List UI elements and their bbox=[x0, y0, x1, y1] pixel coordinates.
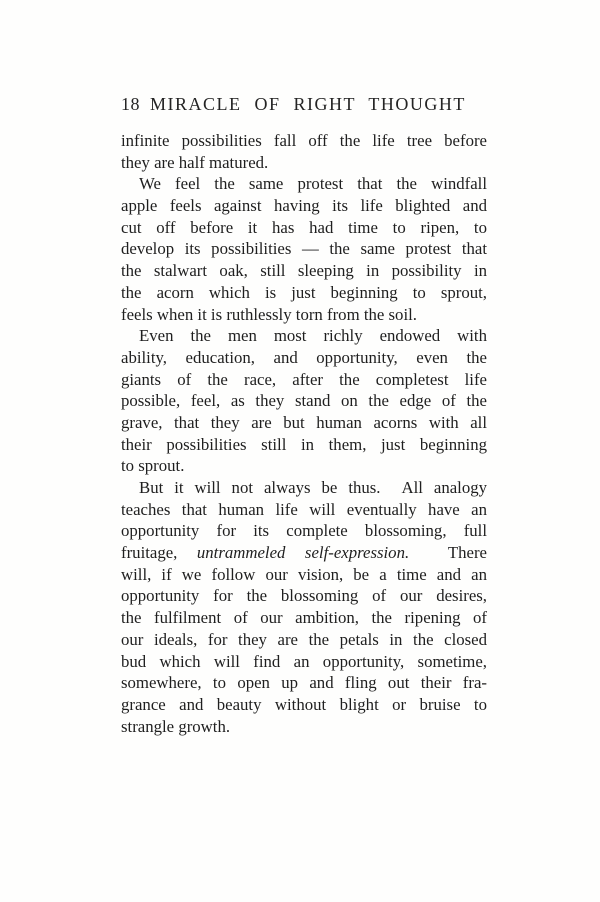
text-line bbox=[121, 260, 487, 282]
page-number: 18 bbox=[121, 94, 140, 114]
text-segment: But it will not always be thus. All analogy bbox=[139, 478, 487, 497]
text-segment: opportunity for its complete blossoming, full bbox=[121, 521, 487, 541]
text-line bbox=[121, 694, 487, 716]
text-segment: the stalwart oak, still sleeping in possibility in bbox=[121, 261, 487, 281]
text-segment: ability, education, and opportunity, even the bbox=[121, 347, 487, 367]
text-segment: fruitage, bbox=[121, 543, 197, 563]
text-line bbox=[121, 282, 487, 304]
text-segment: bud which will find an opportunity, sometime, bbox=[121, 651, 487, 671]
text-line bbox=[121, 434, 487, 456]
italic-phrase: untrammeled self-expression. bbox=[196, 543, 410, 563]
text-line bbox=[121, 152, 487, 174]
text-line bbox=[121, 499, 487, 521]
text-segment: giants of the race, after the completest life bbox=[121, 369, 487, 389]
text-line bbox=[121, 369, 487, 391]
text-line bbox=[121, 238, 487, 260]
text-line bbox=[121, 195, 487, 217]
text-line bbox=[121, 304, 487, 326]
text-line bbox=[121, 520, 487, 542]
text-line bbox=[121, 607, 487, 629]
text-line bbox=[121, 585, 487, 607]
text-segment: develop its possibilities — the same protest that bbox=[121, 239, 487, 259]
text-segment: Even the men most richly endowed with bbox=[139, 326, 487, 346]
text-segment: the fulfilment of our ambition, the ripening of bbox=[121, 608, 487, 628]
text-line bbox=[121, 173, 487, 195]
text-line bbox=[121, 477, 487, 499]
text-line bbox=[121, 716, 487, 738]
text-segment: opportunity for the blossoming of our desires, bbox=[121, 586, 487, 606]
text-segment: the acorn which is just beginning to sprout, bbox=[121, 282, 487, 302]
paragraph bbox=[121, 325, 487, 477]
text-segment: cut off before it has had time to ripen, to bbox=[121, 217, 487, 237]
text-line bbox=[121, 390, 487, 412]
page-body bbox=[121, 130, 487, 737]
text-segment: grave, that they are but human acorns with all bbox=[121, 412, 487, 432]
text-segment: feels when it is ruthlessly torn from the soil. bbox=[121, 304, 417, 324]
text-segment: grance and beauty without blight or bruise to bbox=[121, 694, 487, 714]
paragraph bbox=[121, 173, 487, 325]
text-line bbox=[121, 347, 487, 369]
text-line bbox=[121, 455, 487, 477]
text-line bbox=[121, 672, 487, 694]
text-segment: There bbox=[409, 543, 487, 563]
text-line bbox=[121, 130, 487, 152]
text-line bbox=[121, 542, 487, 564]
text-segment: teaches that human life will eventually have an bbox=[121, 499, 487, 519]
text-segment: our ideals, for they are the petals in the closed bbox=[121, 629, 487, 649]
chapter-title: MIRACLE OF RIGHT THOUGHT bbox=[150, 94, 466, 114]
text-line bbox=[121, 325, 487, 347]
text-segment: they are half matured. bbox=[121, 152, 269, 172]
text-segment: to sprout. bbox=[121, 456, 185, 476]
running-header bbox=[121, 94, 487, 114]
text-segment: possible, feel, as they stand on the edge of the bbox=[121, 391, 487, 411]
paragraph bbox=[121, 130, 487, 173]
text-segment: We feel the same protest that the windfall bbox=[139, 174, 487, 194]
text-line bbox=[121, 412, 487, 434]
text-segment: will, if we follow our vision, be a time and an bbox=[121, 564, 487, 584]
text-line bbox=[121, 564, 487, 586]
text-line bbox=[121, 629, 487, 651]
text-segment: somewhere, to open up and fling out their fra- bbox=[121, 673, 487, 693]
text-line bbox=[121, 651, 487, 673]
text-segment: strangle growth. bbox=[121, 716, 231, 736]
paragraph bbox=[121, 477, 487, 737]
text-segment: infinite possibilities fall off the life tree before bbox=[121, 131, 487, 150]
text-segment: their possibilities still in them, just beginning bbox=[121, 434, 487, 454]
text-segment: apple feels against having its life blighted and bbox=[121, 196, 487, 216]
text-line bbox=[121, 217, 487, 239]
